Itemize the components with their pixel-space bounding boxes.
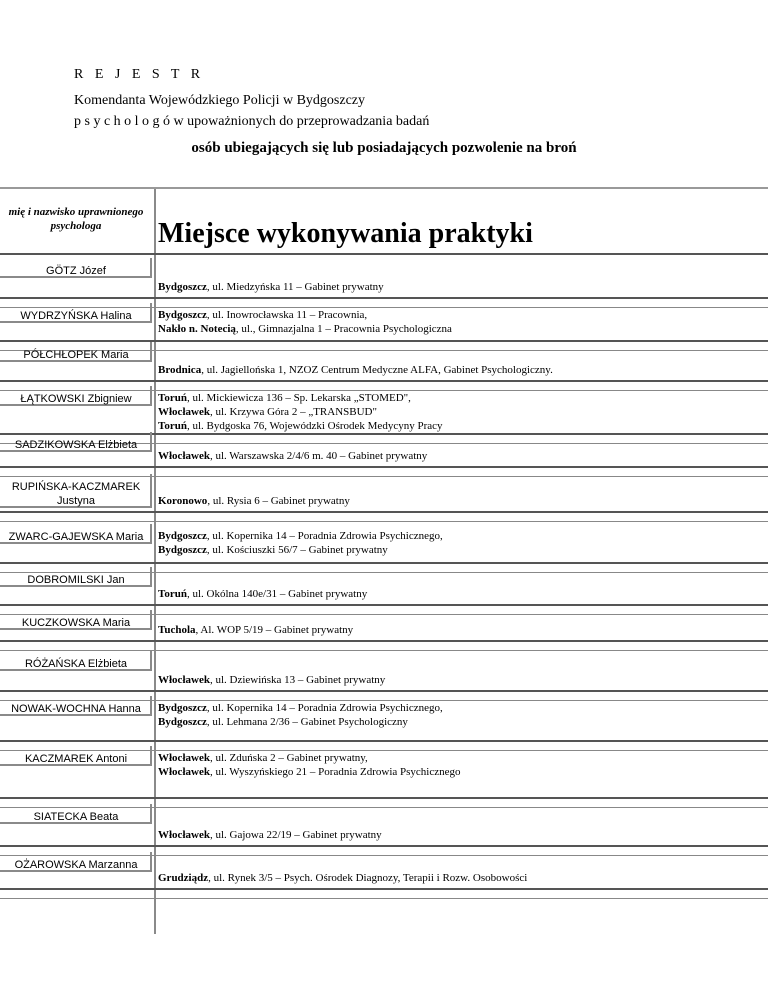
practice-address-line (158, 751, 461, 765)
psychologist-name-line: OŻAROWSKA Marzanna (14, 859, 138, 871)
psychologist-name-line: RUPIŃSKA-KACZMAREK (11, 481, 141, 493)
practice-address-line (158, 673, 385, 687)
practice-city: Bydgoszcz (158, 281, 207, 293)
practice-address-line (158, 405, 443, 419)
register-authority: Komendanta Wojewódzkiego Policji w Bydgoszczy (74, 93, 365, 108)
practice-location (158, 623, 353, 637)
practice-location (158, 363, 553, 377)
practice-address-line (158, 715, 443, 729)
psychologist-name (0, 752, 152, 766)
column-header-place: Miejsce wykonywania praktyki (158, 218, 533, 249)
practice-address-line (158, 623, 353, 637)
practice-address: , ul. Bydgoska 76, Wojewódzki Ośrodek Medycyny Pracy (186, 420, 443, 432)
practice-location (158, 871, 527, 885)
register-title: R E J E S T R (74, 67, 205, 82)
table-row-separator (0, 898, 768, 899)
practice-city: Włocławek (158, 766, 210, 778)
practice-city: Włocławek (158, 829, 210, 841)
psychologist-name (0, 264, 152, 278)
practice-address: , ul. Kopernika 14 – Poradnia Zdrowia Psychicznego, (206, 702, 443, 714)
psychologist-name (0, 480, 152, 508)
practice-city: Włocławek (158, 674, 210, 686)
practice-address: , ul. Wyszyńskiego 21 – Poradnia Zdrowia Psychicznego (209, 766, 461, 778)
practice-location (158, 308, 452, 336)
practice-city: Brodnica (158, 364, 202, 376)
psychologist-name (0, 657, 152, 671)
practice-address-line (158, 280, 384, 294)
practice-address-line (158, 449, 427, 463)
table-row-separator (0, 297, 768, 299)
practice-address-line (158, 494, 350, 508)
register-subject: p s y c h o l o g ó w upoważnionych do przeprowadzania badań (74, 114, 430, 129)
practice-location (158, 280, 384, 294)
table-row-separator (0, 640, 768, 642)
practice-address: , Al. WOP 5/19 – Gabinet prywatny (195, 624, 354, 636)
practice-location (158, 494, 350, 508)
column-header-name (0, 205, 152, 233)
practice-address-line (158, 828, 382, 842)
practice-city: Bydgoszcz (158, 309, 207, 321)
table-row-separator (0, 888, 768, 890)
practice-city: Bydgoszcz (158, 544, 207, 556)
psychologist-name (0, 858, 152, 872)
practice-address-line (158, 391, 443, 405)
practice-city: Toruń (158, 420, 187, 432)
psychologist-name-line: KACZMAREK Antoni (24, 753, 128, 765)
practice-address: , ul. Miedzyńska 11 – Gabinet prywatny (206, 281, 384, 293)
practice-location (158, 449, 427, 463)
practice-address: , ul. Okólna 140e/31 – Gabinet prywatny (186, 588, 368, 600)
practice-address-line (158, 322, 452, 336)
psychologist-name-line: KUCZKOWSKA Maria (21, 617, 131, 629)
table-row-separator (0, 521, 768, 522)
psychologist-name (0, 348, 152, 362)
practice-location (158, 751, 461, 779)
psychologist-name-line: NOWAK-WOCHNA Hanna (11, 703, 141, 715)
table-row-separator (0, 511, 768, 513)
psychologist-name (0, 530, 152, 544)
practice-address-line (158, 308, 452, 322)
practice-address-line (158, 701, 443, 715)
practice-location (158, 701, 443, 729)
psychologist-name (0, 810, 152, 824)
practice-city: Włocławek (158, 752, 210, 764)
register-purpose: osób ubiegających się lub posiadających pozwolenie na broń (191, 140, 577, 156)
psychologist-name-line: RÓŻAŃSKA Elżbieta (24, 658, 128, 670)
table-row-separator (0, 604, 768, 606)
practice-address-line (158, 871, 527, 885)
psychologist-name-line: ŁĄTKOWSKI Zbigniew (20, 393, 132, 405)
table-row-separator (0, 690, 768, 692)
practice-location (158, 673, 385, 687)
practice-location (158, 391, 443, 433)
psychologist-name (0, 616, 152, 630)
table-divider-vertical (154, 188, 156, 934)
practice-address: , ul. Mickiewicza 136 – Sp. Lekarska „STOMED", (186, 392, 411, 404)
practice-city: Nakło n. Notecią (158, 323, 236, 335)
practice-location (158, 828, 382, 842)
practice-address-line (158, 587, 367, 601)
psychologist-name-line: ZWARC-GAJEWSKA Maria (8, 531, 144, 543)
table-row-separator (0, 380, 768, 382)
psychologist-name-line: DOBROMILSKI Jan (27, 574, 125, 586)
practice-address-line (158, 543, 443, 557)
table-row-separator (0, 740, 768, 742)
practice-address: , ul. Warszawska 2/4/6 m. 40 – Gabinet prywatny (209, 450, 428, 462)
table-row-separator (0, 466, 768, 468)
practice-address: , ul. Kopernika 14 – Poradnia Zdrowia Psychicznego, (206, 530, 443, 542)
practice-address-line (158, 419, 443, 433)
practice-address: , ul. Rysia 6 – Gabinet prywatny (207, 495, 350, 507)
psychologist-name-line: SADZIKOWSKA Elżbieta (14, 439, 138, 451)
practice-address: , ul., Gimnazjalna 1 – Pracownia Psychologiczna (235, 323, 452, 335)
practice-address: , ul. Dziewińska 13 – Gabinet prywatny (209, 674, 386, 686)
practice-city: Grudziądz (158, 872, 209, 884)
practice-city: Toruń (158, 392, 187, 404)
column-header-name-line2: psychologa (50, 220, 102, 232)
psychologist-name (0, 392, 152, 406)
practice-address: , ul. Zduńska 2 – Gabinet prywatny, (209, 752, 368, 764)
psychologist-name (0, 309, 152, 323)
table-row-separator (0, 253, 768, 255)
psychologist-name (0, 573, 152, 587)
column-header-name-line1: mię i nazwisko uprawnionego (8, 206, 144, 218)
practice-address: , ul. Jagiellońska 1, NZOZ Centrum Medyczne ALFA, Gabinet Psychologiczny. (201, 364, 553, 376)
psychologist-name-line: PÓŁCHŁOPEK Maria (23, 349, 129, 361)
practice-city: Włocławek (158, 450, 210, 462)
psychologist-name (0, 438, 152, 452)
practice-address: , ul. Kościuszki 56/7 – Gabinet prywatny (206, 544, 388, 556)
practice-address-line (158, 363, 553, 377)
psychologist-name-line: GÖTZ Józef (46, 265, 106, 277)
practice-address: , ul. Lehmana 2/36 – Gabinet Psychologiczny (206, 716, 408, 728)
table-top-border (0, 187, 768, 189)
practice-location (158, 529, 443, 557)
psychologist-name-line: Justyna (57, 495, 95, 507)
practice-city: Bydgoszcz (158, 716, 207, 728)
psychologist-name-line: WYDRZYŃSKA Halina (20, 310, 132, 322)
table-row-separator (0, 797, 768, 799)
psychologist-name (0, 702, 152, 716)
practice-city: Włocławek (158, 406, 210, 418)
practice-city: Tuchola (158, 624, 196, 636)
table-row-separator (0, 562, 768, 564)
psychologist-name-line: SIATECKA Beata (33, 811, 119, 823)
practice-address-line (158, 529, 443, 543)
practice-address: , ul. Rynek 3/5 – Psych. Ośrodek Diagnozy, Terapii i Rozw. Osobowości (208, 872, 528, 884)
practice-city: Koronowo (158, 495, 208, 507)
practice-address-line (158, 765, 461, 779)
practice-address: , ul. Gajowa 22/19 – Gabinet prywatny (209, 829, 382, 841)
practice-city: Bydgoszcz (158, 530, 207, 542)
table-row-separator (0, 845, 768, 847)
practice-address: , ul. Inowrocławska 11 – Pracownia, (206, 309, 368, 321)
practice-city: Bydgoszcz (158, 702, 207, 714)
practice-location (158, 587, 367, 601)
practice-address: , ul. Krzywa Góra 2 – „TRANSBUD" (209, 406, 377, 418)
practice-city: Toruń (158, 588, 187, 600)
